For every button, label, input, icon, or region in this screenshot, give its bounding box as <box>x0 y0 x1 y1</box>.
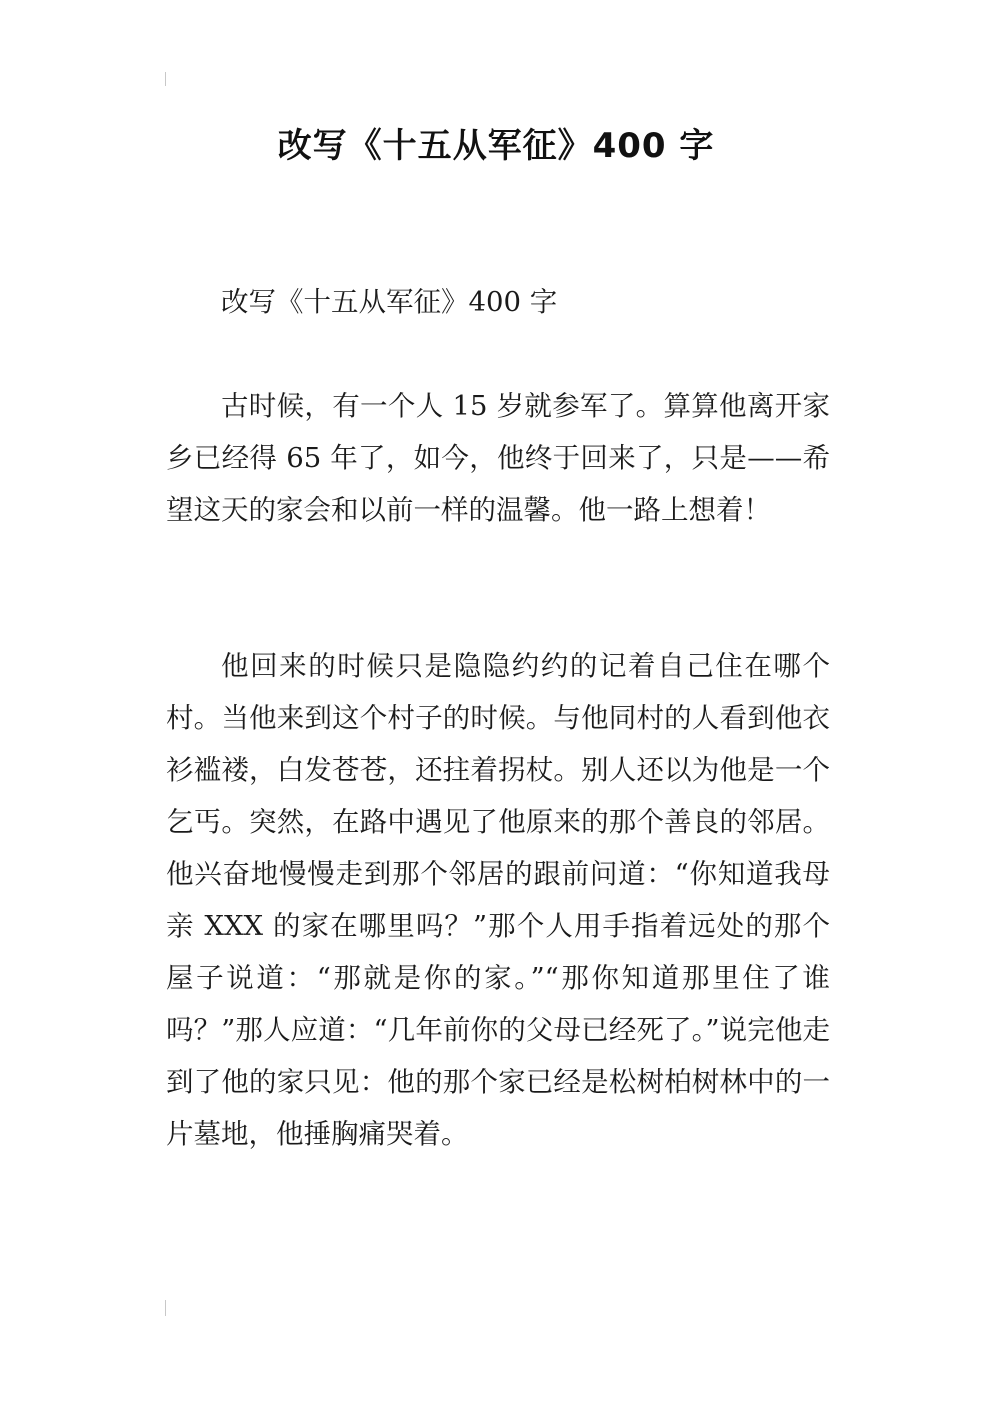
document-title: 改写《十五从军征》400 字 <box>277 126 715 166</box>
margin-mark-top <box>165 72 166 86</box>
paragraph-1: 古时候，有一个人 15 岁就参军了。算算他离开家乡已经得 65 年了，如今，他终于回来了，只是——希望这天的家会和以前一样的温馨。他一路上想着！ <box>166 390 830 526</box>
paragraph-block-2 <box>166 640 830 1160</box>
document-subtitle: 改写《十五从军征》400 字 <box>221 286 558 318</box>
paragraph-2: 他回来的时候只是隐隐约约的记着自己住在哪个村。当他来到这个村子的时候。与他同村的人看到他衣衫褴褛，白发苍苍，还拄着拐杖。别人还以为他是一个乞丐。突然，在路中遇见了他原来的那个善良的邻居。他兴奋地慢慢走到那个邻居的跟前问道：“你知道我母亲 XXX 的家在哪里吗？”那个人用手指着远处的那个屋子说道：“那就是你的家。”“那你知道那里住了谁吗？”那人应道：“几年前你的父母已经死了。”说完他走到了他的家只见：他的那个家已经是松树柏树林中的一片墓地，他捶胸痛哭着。 <box>166 650 830 1150</box>
document-subtitle-block <box>166 276 830 328</box>
paragraph-block-1 <box>166 380 830 536</box>
margin-mark-bottom <box>165 1300 166 1316</box>
